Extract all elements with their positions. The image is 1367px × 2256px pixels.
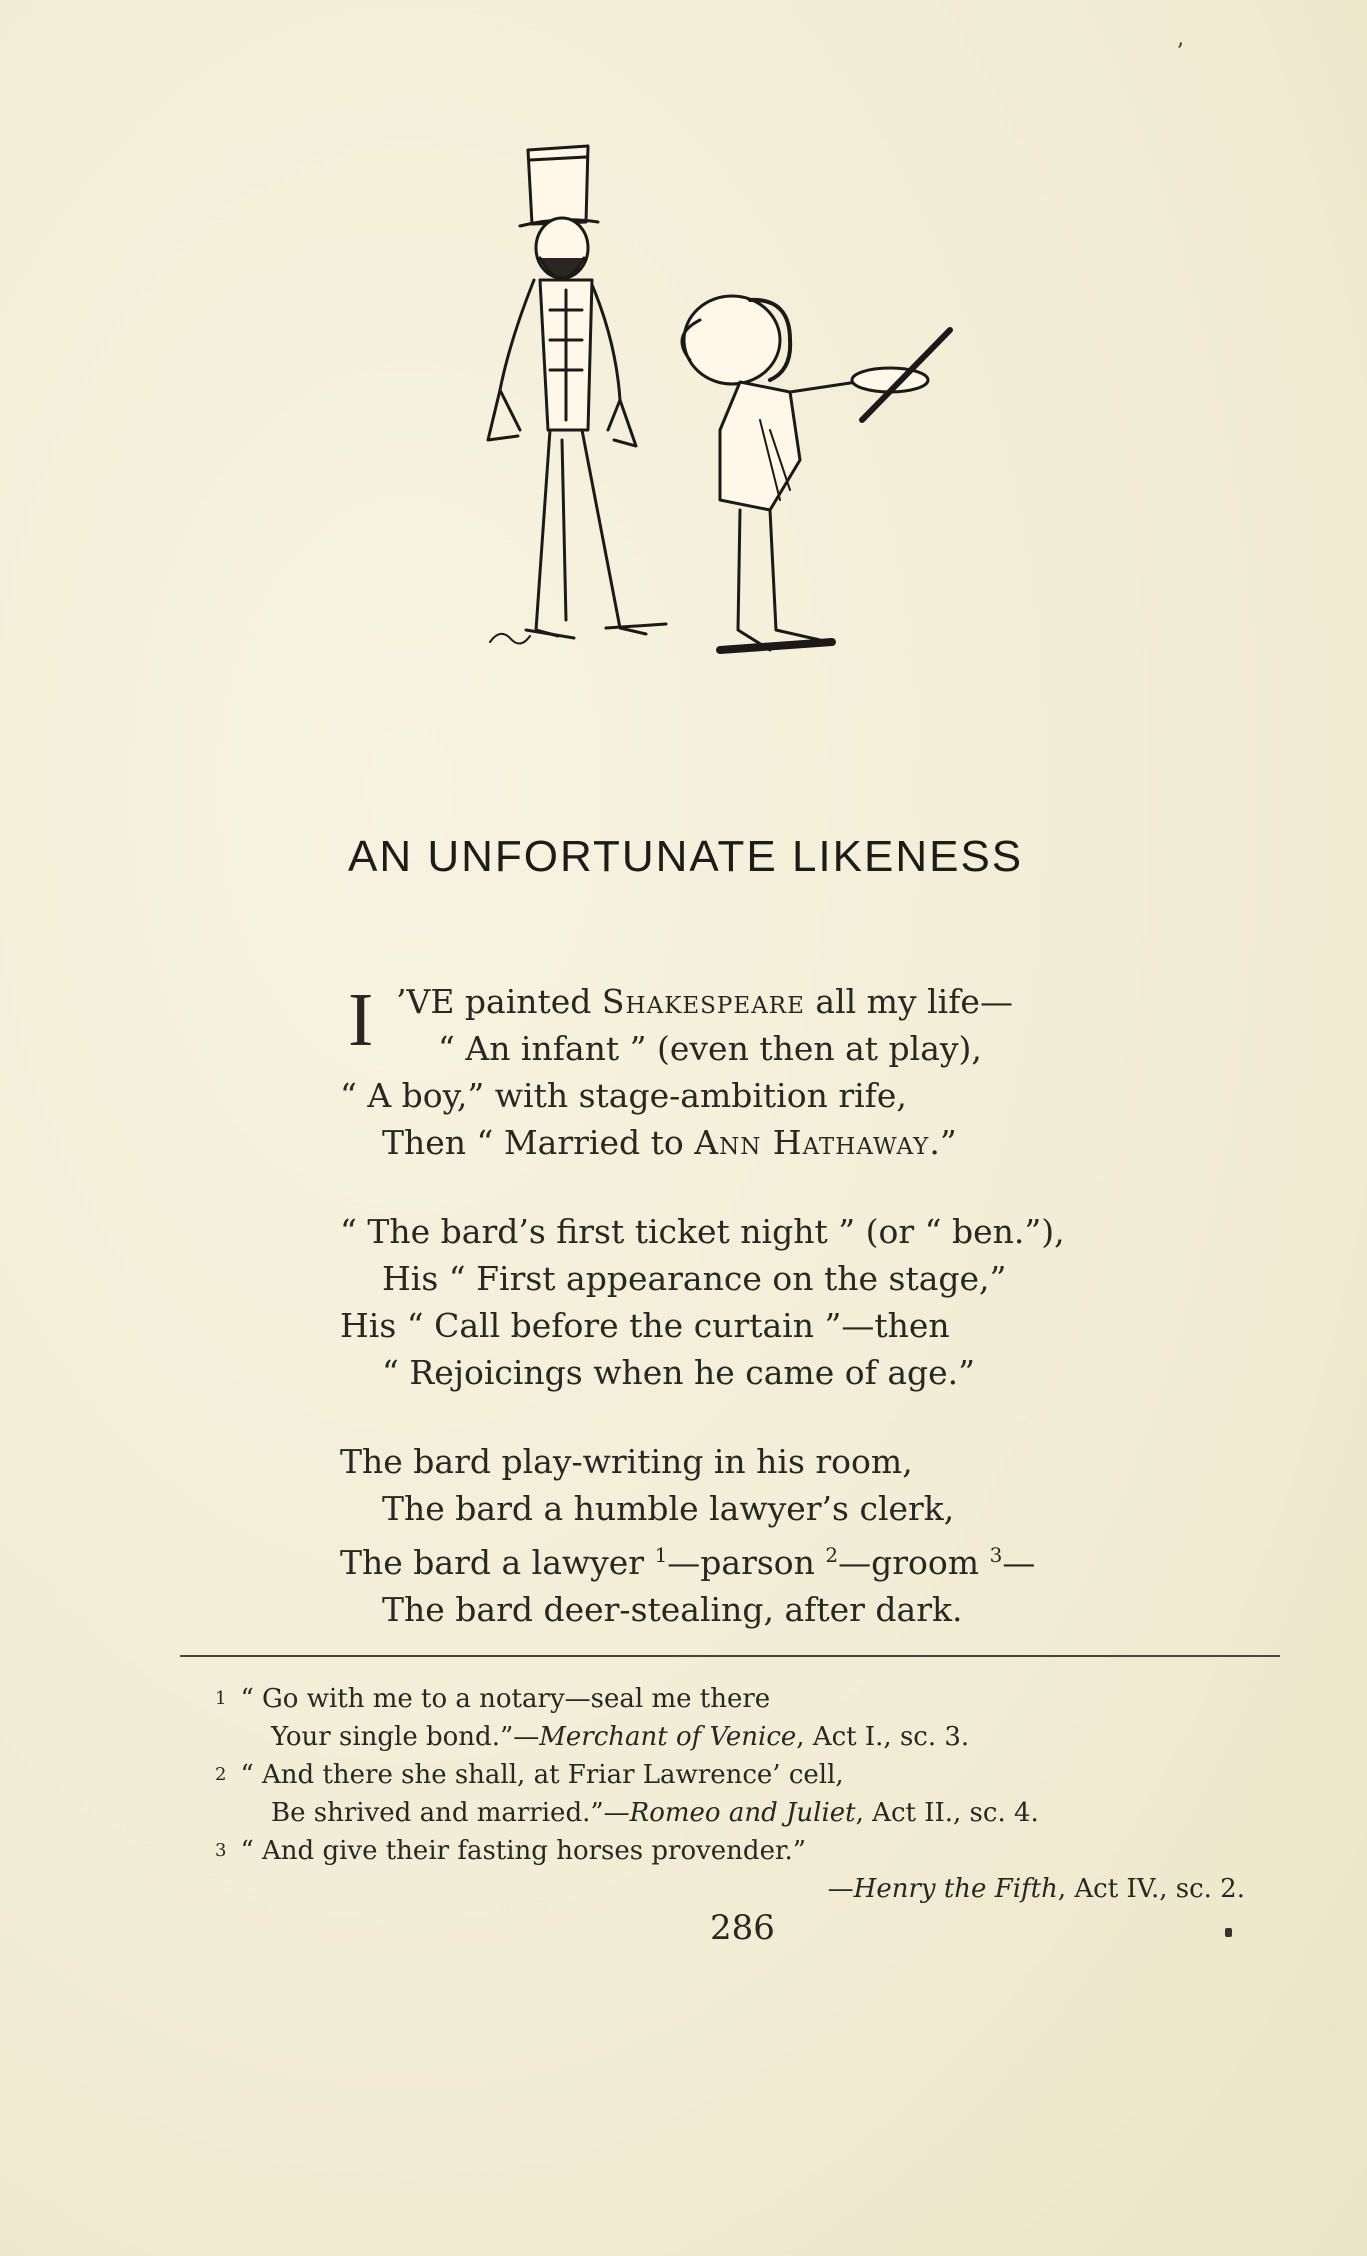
footnote-3-cont (215, 1870, 1275, 1908)
poem-line: His “ First appearance on the stage,” (382, 1259, 1007, 1298)
poem-line: The bard play-writing in his room, (340, 1442, 913, 1481)
poem (340, 978, 1160, 1675)
page-number: 286 (710, 1908, 775, 1948)
footnote-text: , Act II., sc. 4. (855, 1798, 1039, 1828)
footnote-text: “ And there she shall, at Friar Lawrence’ cell, (240, 1760, 844, 1790)
footnote-text: , Act I., sc. 3. (796, 1722, 970, 1752)
footnote-number: 1 (215, 1688, 227, 1709)
painter-figure (682, 296, 950, 650)
footnote-2-cont (215, 1794, 1275, 1832)
poem-text: .” (929, 1123, 957, 1162)
poem-line: His “ Call before the curtain ”—then (340, 1306, 950, 1345)
footnote-ref-3[interactable]: 3 (989, 1543, 1003, 1567)
footnote-1 (215, 1680, 1275, 1718)
page-speck: ʼ (1176, 40, 1183, 65)
poem-stanza-3 (340, 1438, 1160, 1633)
footnote-text: — (827, 1874, 854, 1904)
footnote-number: 2 (215, 1764, 227, 1785)
poem-line (340, 1119, 1160, 1166)
poem-line: “ Rejoicings when he came of age.” (382, 1353, 976, 1392)
poem-stanza-2 (340, 1208, 1160, 1396)
footnote-ref-2[interactable]: 2 (825, 1543, 839, 1567)
poem-line (340, 1532, 1160, 1586)
poem-text: all my life— (804, 982, 1013, 1021)
footnote-source: Henry the Fifth (853, 1874, 1058, 1904)
poem-text: — (1002, 1543, 1036, 1582)
footnotes (215, 1680, 1275, 1908)
page-title: AN UNFORTUNATE LIKENESS (348, 832, 1024, 881)
poem-line: “ The bard’s first ticket night ” (or “ ben.”), (340, 1212, 1065, 1251)
poem-line: “ A boy,” with stage-ambition rife, (340, 1076, 907, 1115)
poem-stanza-1 (340, 978, 1160, 1166)
footnote-text: “ And give their fasting horses provender.” (240, 1836, 807, 1866)
small-caps-name: Ann Hathaway (694, 1123, 930, 1162)
footnote-3 (215, 1832, 1275, 1870)
poem-text: ’VE painted (396, 982, 602, 1021)
poem-text: —groom (838, 1543, 990, 1582)
caricature-illustration (470, 130, 1030, 690)
footnote-divider (180, 1655, 1280, 1657)
drop-cap: I (348, 978, 374, 1062)
poem-text: The bard a lawyer (340, 1543, 655, 1582)
poem-line: “ An infant ” (even then at play), (438, 1029, 982, 1068)
top-hat-man-figure (488, 146, 666, 644)
poem-text: —parson (667, 1543, 826, 1582)
footnote-2 (215, 1756, 1275, 1794)
footnote-text: Be shrived and married.”— (271, 1798, 630, 1828)
footnote-text: , Act IV., sc. 2. (1057, 1874, 1245, 1904)
footnote-text: Your single bond.”— (271, 1722, 540, 1752)
poem-line: The bard deer-stealing, after dark. (382, 1590, 963, 1629)
footnote-1-cont (215, 1718, 1275, 1756)
footnote-source: Merchant of Venice (539, 1722, 797, 1752)
caricature-illustration-icon (470, 130, 1030, 690)
footnote-text: “ Go with me to a notary—seal me there (240, 1684, 771, 1714)
small-caps-name: Shakespeare (601, 982, 805, 1021)
ink-mark (1225, 1928, 1232, 1937)
poem-line: The bard a humble lawyer’s clerk, (382, 1489, 955, 1528)
footnote-source: Romeo and Juliet (629, 1798, 856, 1828)
footnote-ref-1[interactable]: 1 (654, 1543, 668, 1567)
poem-text: Then “ Married to (382, 1123, 695, 1162)
footnote-number: 3 (215, 1840, 227, 1861)
